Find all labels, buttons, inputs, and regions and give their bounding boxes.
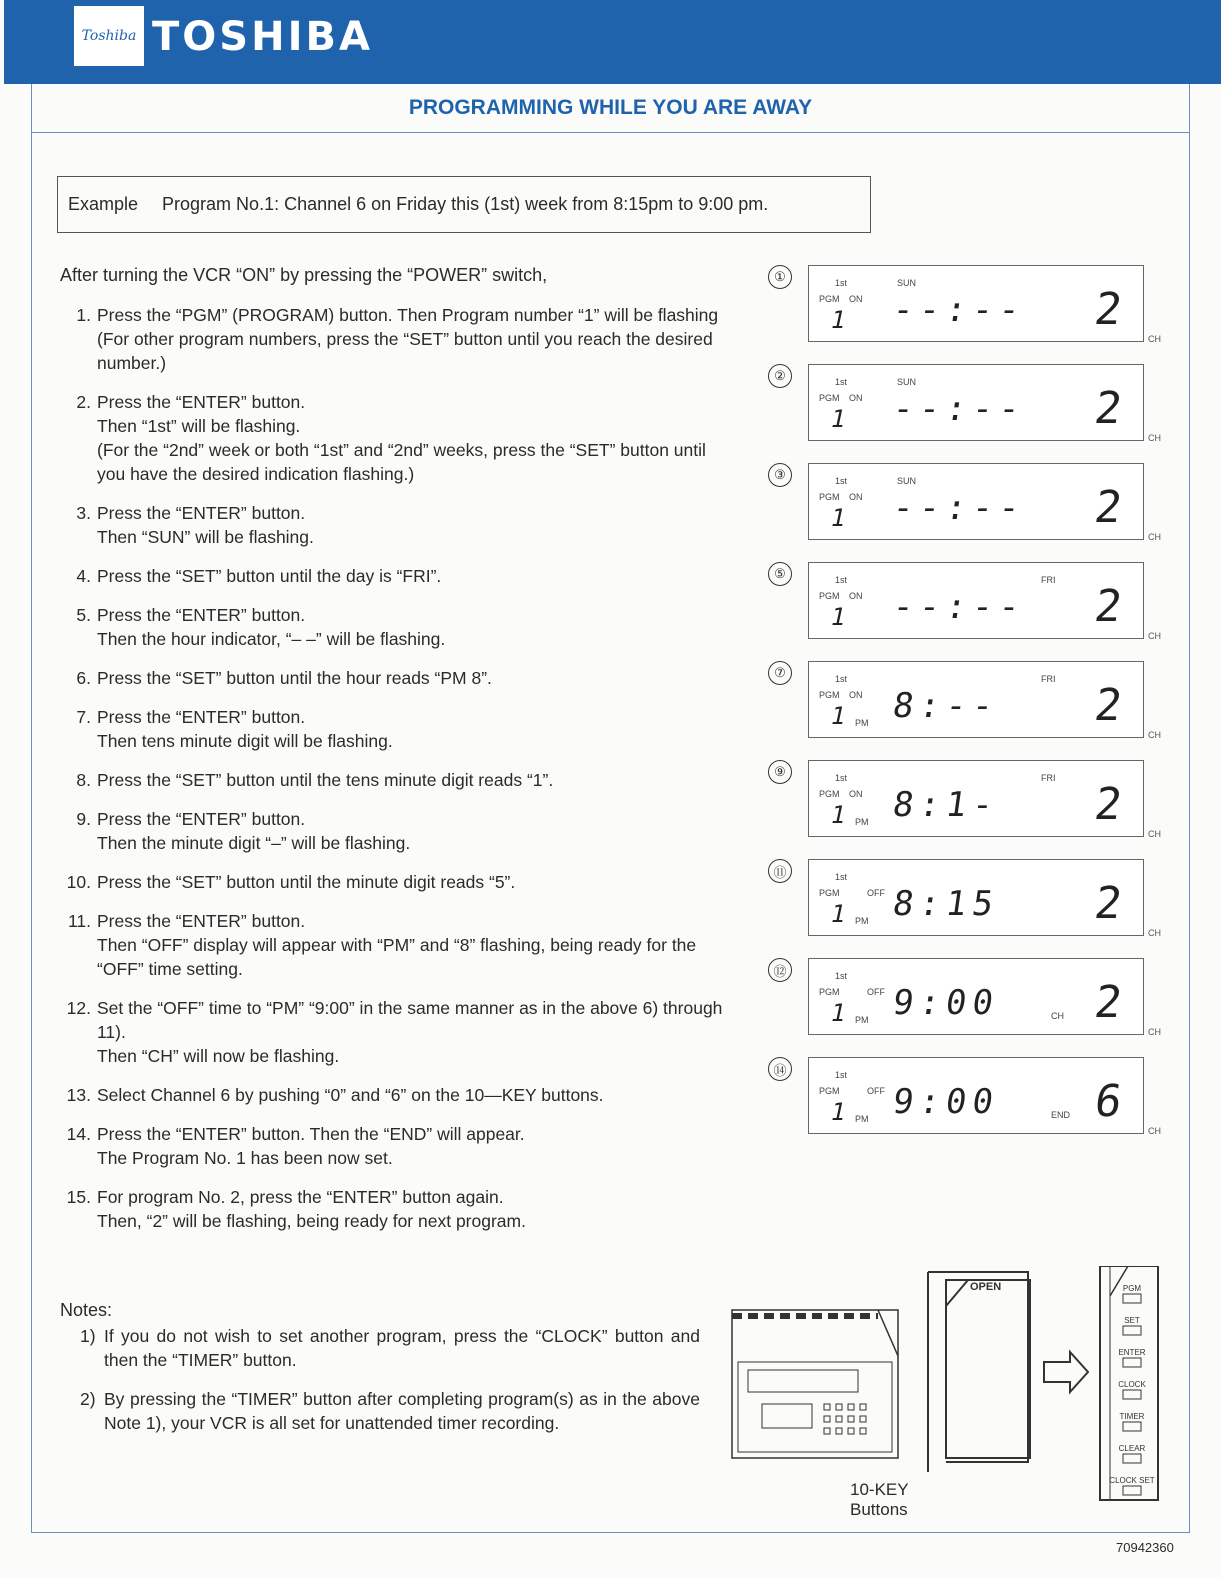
pgm-indicator: PGM [819, 294, 840, 304]
note-number: 2) [80, 1389, 96, 1409]
panel-step-number: ⑨ [768, 760, 792, 784]
channel-digit: 2 [1090, 581, 1125, 632]
channel-digit: 2 [1090, 878, 1125, 929]
time-display: --:-- [890, 488, 1029, 528]
program-digit: 1 [828, 1098, 849, 1126]
on-off-indicator: ON [849, 492, 863, 502]
pgm-indicator: PGM [819, 888, 840, 898]
keypad-button [1123, 1284, 1142, 1303]
keypad-button [1123, 1316, 1141, 1335]
step-number: 2. [76, 392, 91, 412]
step-line: The Program No. 1 has been now set. [97, 1148, 393, 1168]
time-display: 9:00 [890, 1082, 1002, 1122]
step-line: Press the “ENTER” button. [97, 809, 306, 829]
example-box [57, 176, 871, 233]
step-item [60, 807, 730, 855]
step-line: Set the “OFF” time to “PM” “9:00” in the same manner as in the above 6) through 11). [97, 998, 723, 1042]
step-line: Press the “SET” button until the hour reads “PM 8”. [97, 668, 492, 688]
lcd-display-panel [808, 364, 1144, 441]
lcd-display-panel [808, 1057, 1144, 1134]
step-line: Then tens minute digit will be flashing. [97, 731, 393, 751]
step-number: 15. [66, 1187, 91, 1207]
step-item [60, 870, 730, 894]
step-line: Then “CH” will now be flashing. [97, 1046, 340, 1066]
ch-label: CH [1148, 1126, 1161, 1136]
time-display: 8:15 [890, 884, 1002, 924]
step-line: Press the “SET” button until the tens minute digit reads “1”. [97, 770, 554, 790]
step-text [97, 303, 730, 375]
pgm-indicator: PGM [819, 789, 840, 799]
open-door-icon [928, 1272, 1030, 1472]
channel-digit: 6 [1090, 1076, 1125, 1127]
channel-digit: 2 [1090, 284, 1125, 335]
time-display: 8:1- [890, 785, 1002, 825]
step-line: Press the “ENTER” button. [97, 503, 306, 523]
program-digit: 1 [828, 702, 849, 730]
day-indicator: SUN [897, 278, 917, 288]
step-line: Press the “SET” button until the day is “FRI”. [97, 566, 442, 586]
step-item [60, 603, 730, 651]
step-number: 12. [66, 998, 91, 1018]
document-number: 70942360 [1116, 1540, 1174, 1555]
keypad-button-label: CLEAR [1118, 1444, 1146, 1453]
on-off-indicator: ON [849, 294, 863, 304]
step-line: Then “1st” will be flashing. [97, 416, 301, 436]
channel-digit: 2 [1090, 977, 1125, 1028]
header-bar [4, 0, 1221, 84]
step-line: Press the “ENTER” button. [97, 605, 306, 625]
pgm-indicator: PGM [819, 393, 840, 403]
step-item [60, 996, 730, 1068]
panel-step-number: ② [768, 364, 792, 388]
week-indicator: 1st [835, 674, 848, 684]
step-text [97, 1185, 730, 1233]
program-digit: 1 [828, 999, 849, 1027]
lcd-display-panel [808, 958, 1144, 1035]
panel-step-number: ⑭ [768, 1057, 792, 1081]
on-off-indicator: OFF [867, 888, 885, 898]
week-indicator: 1st [835, 971, 848, 981]
vcr-front-icon [732, 1310, 898, 1458]
ch-label: CH [1148, 433, 1161, 443]
ch-label: CH [1148, 631, 1161, 641]
logo-script-text: Toshiba [81, 28, 137, 44]
on-off-indicator: ON [849, 393, 863, 403]
pm-indicator: PM [855, 817, 869, 827]
brand-name: TOSHIBA [152, 14, 373, 60]
channel-digit: 2 [1090, 383, 1125, 434]
pgm-indicator: PGM [819, 1086, 840, 1096]
step-item [60, 390, 730, 486]
notes-title: Notes: [60, 1300, 113, 1320]
step-text [97, 501, 730, 549]
step-text [97, 870, 730, 894]
lcd-display-panel [808, 760, 1144, 837]
step-line: Press the “ENTER” button. [97, 707, 306, 727]
ch-label: CH [1148, 334, 1161, 344]
step-item [60, 501, 730, 549]
step-text [97, 807, 730, 855]
panel-step-number: ⑦ [768, 661, 792, 685]
step-line: Then the minute digit “–” will be flashing. [97, 833, 411, 853]
step-line: Then “SUN” will be flashing. [97, 527, 314, 547]
note-text: By pressing the “TIMER” button after completing program(s) as in the above Note 1), your VCR is all set for unattended timer recording. [104, 1389, 700, 1433]
step-number: 3. [76, 503, 91, 523]
open-label: OPEN [970, 1281, 1002, 1293]
channel-digit: 2 [1090, 779, 1125, 830]
time-display: 9:00 [890, 983, 1002, 1023]
step-number: 8. [76, 770, 91, 790]
panel-step-number: ① [768, 265, 792, 289]
step-number: 6. [76, 668, 91, 688]
week-indicator: 1st [835, 1070, 848, 1080]
panel-step-number: ⑪ [768, 859, 792, 883]
keypad-buttons [1109, 1284, 1154, 1495]
step-item [60, 705, 730, 753]
panel-step-number: ③ [768, 463, 792, 487]
pm-indicator: PM [855, 718, 869, 728]
pm-indicator: PM [855, 1015, 869, 1025]
pgm-indicator: PGM [819, 690, 840, 700]
step-text [97, 705, 730, 753]
step-number: 13. [66, 1085, 91, 1105]
step-item [60, 909, 730, 981]
keypad-button-label: SET [1124, 1316, 1140, 1325]
end-indicator: CH [1051, 1011, 1064, 1021]
step-line: For program No. 2, press the “ENTER” button again. [97, 1187, 504, 1207]
time-display: --:-- [890, 587, 1029, 627]
week-indicator: 1st [835, 575, 848, 585]
channel-digit: 2 [1090, 482, 1125, 533]
day-indicator: FRI [1041, 575, 1056, 585]
step-line: (For the “2nd” week or both “1st” and “2nd” weeks, press the “SET” button until you have the desired indication flashing.) [97, 440, 706, 484]
step-item [60, 303, 730, 375]
step-line: Press the “ENTER” button. [97, 911, 306, 931]
step-number: 5. [76, 605, 91, 625]
week-indicator: 1st [835, 278, 848, 288]
step-text [97, 996, 730, 1068]
day-indicator: SUN [897, 476, 917, 486]
on-off-indicator: ON [849, 591, 863, 601]
intro-text: After turning the VCR “ON” by pressing the “POWER” switch, [60, 265, 548, 285]
example-label: Example [68, 194, 139, 214]
keypad-button-label: ENTER [1118, 1348, 1146, 1357]
step-line: Press the “ENTER” button. Then the “END” will appear. [97, 1124, 525, 1144]
step-line: Press the “ENTER” button. [97, 392, 306, 412]
keypad-button [1119, 1444, 1146, 1463]
step-number: 4. [76, 566, 91, 586]
step-line: Select Channel 6 by pushing “0” and “6” on the 10—KEY buttons. [97, 1085, 604, 1105]
program-digit: 1 [828, 504, 849, 532]
ch-label: CH [1148, 928, 1161, 938]
step-text [97, 603, 730, 651]
step-item [60, 1083, 730, 1107]
tenkey-label-line1: 10-KEY [850, 1480, 909, 1499]
pgm-indicator: PGM [819, 987, 840, 997]
step-number: 10. [66, 872, 91, 892]
ch-label: CH [1148, 532, 1161, 542]
step-item [60, 768, 730, 792]
step-text [97, 390, 730, 486]
note-item [80, 1387, 700, 1435]
panel-step-number: ⑤ [768, 562, 792, 586]
on-off-indicator: ON [849, 789, 863, 799]
tenkey-label-line2: Buttons [850, 1500, 908, 1519]
time-display: --:-- [890, 290, 1029, 330]
ch-label: CH [1148, 730, 1161, 740]
keypad-button [1118, 1380, 1146, 1399]
step-line: Press the “PGM” (PROGRAM) button. Then Program number “1” will be flashing (For other program numbers, press the “SET” button until you reach the desired number.) [97, 305, 719, 373]
time-display: 8:-- [890, 686, 1002, 726]
step-item [60, 564, 730, 588]
step-number: 11. [67, 911, 91, 931]
on-off-indicator: ON [849, 690, 863, 700]
day-indicator: SUN [897, 377, 917, 387]
program-digit: 1 [828, 801, 849, 829]
step-number: 7. [76, 707, 91, 727]
pgm-indicator: PGM [819, 591, 840, 601]
program-digit: 1 [828, 603, 849, 631]
lcd-display-panel [808, 463, 1144, 540]
step-number: 14. [66, 1124, 91, 1144]
keypad-button-label: TIMER [1119, 1412, 1145, 1421]
step-text [97, 1122, 730, 1170]
program-digit: 1 [828, 900, 849, 928]
keypad-button-label: CLOCK [1118, 1380, 1146, 1389]
keypad-button [1109, 1476, 1154, 1495]
keypad-button-label: PGM [1122, 1284, 1142, 1293]
notes-list [80, 1324, 700, 1450]
lcd-display-panel [808, 562, 1144, 639]
day-indicator: FRI [1041, 773, 1056, 783]
keypad-button [1120, 1412, 1145, 1431]
on-off-indicator: OFF [867, 1086, 885, 1096]
on-off-indicator: OFF [867, 987, 885, 997]
panel-step-number: ⑫ [768, 958, 792, 982]
steps-list [60, 303, 730, 1248]
keypad-button-label: CLOCK SET [1109, 1476, 1155, 1485]
step-number: 1. [76, 305, 91, 325]
week-indicator: 1st [835, 872, 848, 882]
ch-label: CH [1148, 1027, 1161, 1037]
lcd-display-panel [808, 661, 1144, 738]
week-indicator: 1st [835, 476, 848, 486]
step-item [60, 1122, 730, 1170]
end-indicator: END [1051, 1110, 1071, 1120]
pm-indicator: PM [855, 916, 869, 926]
week-indicator: 1st [835, 773, 848, 783]
note-text: If you do not wish to set another program, press the “CLOCK” button and then the “TIMER” button. [104, 1326, 700, 1370]
pm-indicator: PM [855, 1114, 869, 1124]
page-title: PROGRAMMING WHILE YOU ARE AWAY [408, 96, 813, 119]
keypad-button [1118, 1348, 1145, 1367]
lcd-display-panel [808, 265, 1144, 342]
step-item [60, 666, 730, 690]
note-item [80, 1324, 700, 1372]
week-indicator: 1st [835, 377, 848, 387]
step-line: Then “OFF” display will appear with “PM” and “8” flashing, being ready for the “OFF” time setting. [97, 935, 697, 979]
step-item [60, 1185, 730, 1233]
step-text [97, 666, 730, 690]
step-line: Then the hour indicator, “– –” will be flashing. [97, 629, 446, 649]
time-display: --:-- [890, 389, 1029, 429]
example-text: Program No.1: Channel 6 on Friday this (1st) week from 8:15pm to 9:00 pm. [162, 194, 769, 214]
step-line: Then, “2” will be flashing, being ready for next program. [97, 1211, 526, 1231]
step-text [97, 909, 730, 981]
step-number: 9. [76, 809, 91, 829]
arrow-right-icon [1044, 1352, 1088, 1392]
program-digit: 1 [828, 405, 849, 433]
step-line: Press the “SET” button until the minute digit reads “5”. [97, 872, 516, 892]
note-number: 1) [80, 1326, 96, 1346]
step-text [97, 564, 730, 588]
tenkey-label [850, 1480, 909, 1520]
step-text [97, 1083, 730, 1107]
program-digit: 1 [828, 306, 849, 334]
pgm-indicator: PGM [819, 492, 840, 502]
ch-label: CH [1148, 829, 1161, 839]
lcd-display-panel [808, 859, 1144, 936]
vcr-illustration [728, 1266, 1168, 1526]
channel-digit: 2 [1090, 680, 1125, 731]
toshiba-logo [74, 6, 144, 66]
title-divider [31, 132, 1189, 133]
step-text [97, 768, 730, 792]
day-indicator: FRI [1041, 674, 1056, 684]
